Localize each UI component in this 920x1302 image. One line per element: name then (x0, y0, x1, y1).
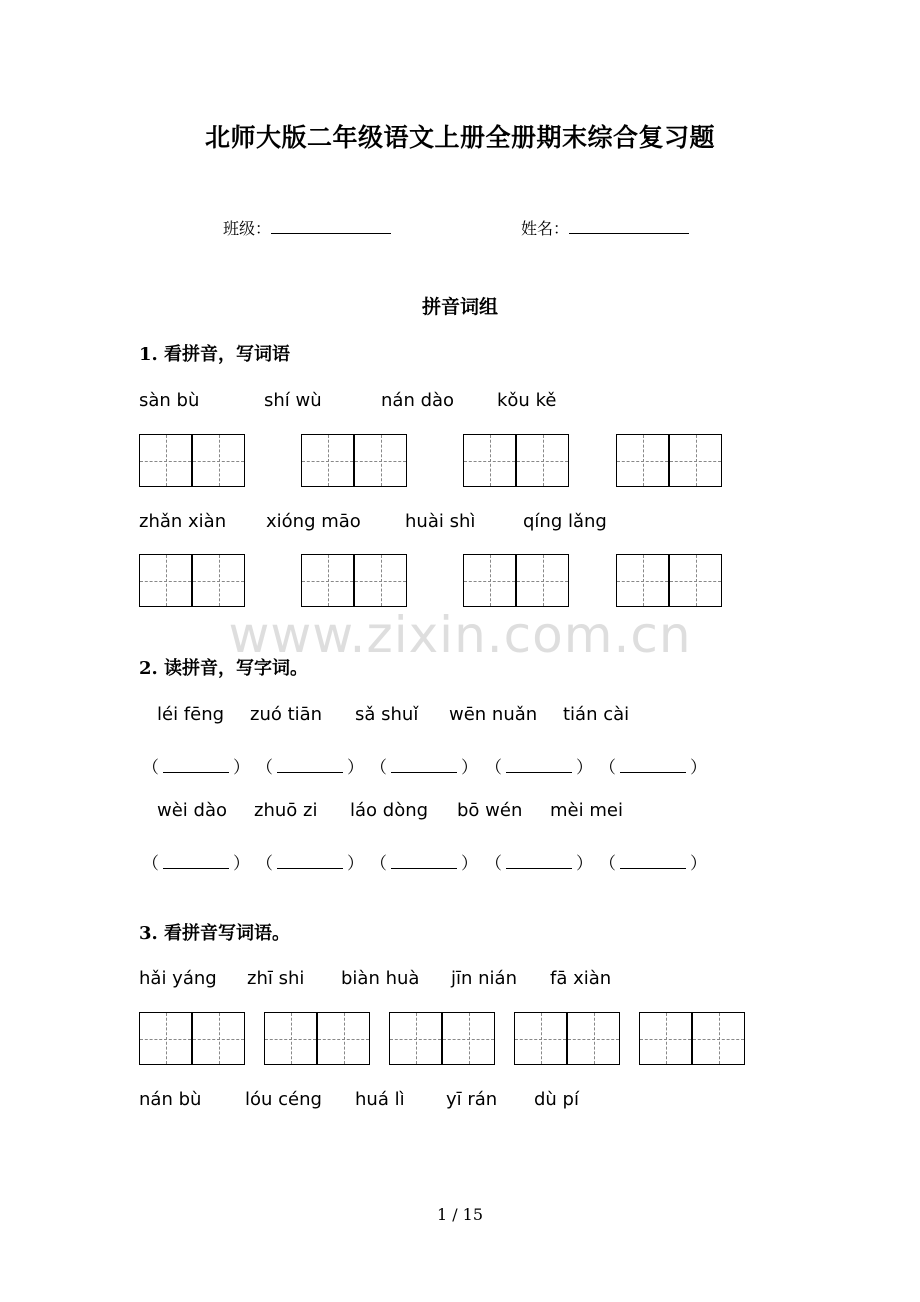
q2-pinyin: léi fēng (157, 704, 225, 725)
paren-open: （ (142, 854, 159, 874)
q3-pinyin: dù pí (534, 1089, 579, 1110)
class-blank[interactable] (271, 219, 391, 234)
writing-grid-box[interactable] (516, 434, 569, 487)
class-label: 班级： (223, 219, 272, 238)
answer-blank[interactable] (485, 753, 593, 778)
paren-open: （ (256, 758, 273, 778)
answer-blank[interactable] (370, 849, 478, 874)
writing-grid-box[interactable] (692, 1012, 745, 1065)
paren-close: ） (347, 758, 364, 778)
writing-grid-box[interactable] (567, 1012, 620, 1065)
q2-pinyin: zhuō zi (254, 800, 318, 821)
answer-blank[interactable] (256, 849, 364, 874)
writing-grid-box[interactable] (463, 434, 516, 487)
q2-heading: 2. 读拼音，写字词。 (139, 658, 309, 679)
q2-pinyin: láo dòng (350, 800, 429, 821)
q2-pinyin: wēn nuǎn (449, 704, 538, 725)
writing-grid-box[interactable] (139, 554, 192, 607)
answer-blank[interactable] (256, 753, 364, 778)
q1-pinyin: qíng lǎng (523, 511, 607, 532)
paren-close: ） (576, 758, 593, 778)
writing-grid-box[interactable] (192, 554, 245, 607)
writing-grid-box[interactable] (389, 1012, 442, 1065)
writing-grid-box[interactable] (669, 434, 722, 487)
q1-pinyin: sàn bù (139, 390, 200, 411)
paren-close: ） (233, 854, 250, 874)
q2-pinyin: tián cài (563, 704, 630, 725)
q2-pinyin: zuó tiān (250, 704, 323, 725)
page-number: 1 / 15 (436, 1205, 484, 1224)
writing-grid-box[interactable] (616, 434, 669, 487)
answer-blank[interactable] (485, 849, 593, 874)
q1-pinyin: shí wù (264, 390, 322, 411)
q2-pinyin: bō wén (457, 800, 523, 821)
paren-close: ） (347, 854, 364, 874)
writing-grid-box[interactable] (192, 1012, 245, 1065)
writing-grid-box[interactable] (301, 434, 354, 487)
paren-open: （ (599, 854, 616, 874)
paren-close: ） (233, 758, 250, 778)
writing-grid-box[interactable] (354, 554, 407, 607)
answer-blank[interactable] (142, 753, 250, 778)
q3-pinyin: zhī shi (247, 968, 305, 989)
name-blank[interactable] (569, 219, 689, 234)
q1-pinyin: zhǎn xiàn (139, 511, 227, 532)
q3-pinyin: huá lì (355, 1089, 405, 1110)
paren-open: （ (370, 854, 387, 874)
answer-blank[interactable] (370, 753, 478, 778)
q1-heading: 1. 看拼音，写词语 (139, 344, 291, 365)
paren-close: ） (690, 758, 707, 778)
paren-open: （ (370, 758, 387, 778)
writing-grid-box[interactable] (139, 1012, 192, 1065)
page-title: 北师大版二年级语文上册全册期末综合复习题 (204, 123, 715, 152)
writing-grid-box[interactable] (616, 554, 669, 607)
q3-pinyin: lóu céng (245, 1089, 322, 1110)
name-field (521, 216, 689, 239)
q3-pinyin: biàn huà (341, 968, 420, 989)
class-field (223, 216, 391, 239)
q1-pinyin: xióng māo (266, 511, 361, 532)
q2-pinyin: mèi mei (550, 800, 623, 821)
q3-pinyin: jīn nián (451, 968, 517, 989)
writing-grid-box[interactable] (516, 554, 569, 607)
q1-pinyin: nán dào (381, 390, 455, 411)
writing-grid-box[interactable] (639, 1012, 692, 1065)
writing-grid-box[interactable] (463, 554, 516, 607)
q2-pinyin: wèi dào (157, 800, 227, 821)
q3-pinyin: yī rán (446, 1089, 498, 1110)
answer-blank[interactable] (599, 849, 707, 874)
paren-open: （ (599, 758, 616, 778)
writing-grid-box[interactable] (264, 1012, 317, 1065)
paren-open: （ (142, 758, 159, 778)
answer-blank[interactable] (142, 849, 250, 874)
answer-blank[interactable] (599, 753, 707, 778)
section-title: 拼音词组 (421, 296, 498, 318)
writing-grid-box[interactable] (354, 434, 407, 487)
paren-close: ） (576, 854, 593, 874)
q3-heading: 3. 看拼音写词语。 (139, 923, 291, 944)
q2-pinyin: sǎ shuǐ (355, 704, 419, 725)
writing-grid-box[interactable] (301, 554, 354, 607)
paren-close: ） (461, 758, 478, 778)
writing-grid-box[interactable] (317, 1012, 370, 1065)
paren-close: ） (690, 854, 707, 874)
q3-pinyin: fā xiàn (550, 968, 612, 989)
writing-grid-box[interactable] (442, 1012, 495, 1065)
writing-grid-box[interactable] (192, 434, 245, 487)
paren-open: （ (256, 854, 273, 874)
writing-grid-box[interactable] (139, 434, 192, 487)
q3-pinyin: hǎi yáng (139, 968, 217, 989)
paren-close: ） (461, 854, 478, 874)
writing-grid-box[interactable] (669, 554, 722, 607)
q1-pinyin: huài shì (405, 511, 476, 532)
q3-pinyin: nán bù (139, 1089, 202, 1110)
writing-grid-box[interactable] (514, 1012, 567, 1065)
paren-open: （ (485, 854, 502, 874)
watermark: www.zixin.com.cn (228, 606, 692, 664)
name-label: 姓名： (521, 219, 570, 238)
q1-pinyin: kǒu kě (497, 390, 557, 411)
paren-open: （ (485, 758, 502, 778)
